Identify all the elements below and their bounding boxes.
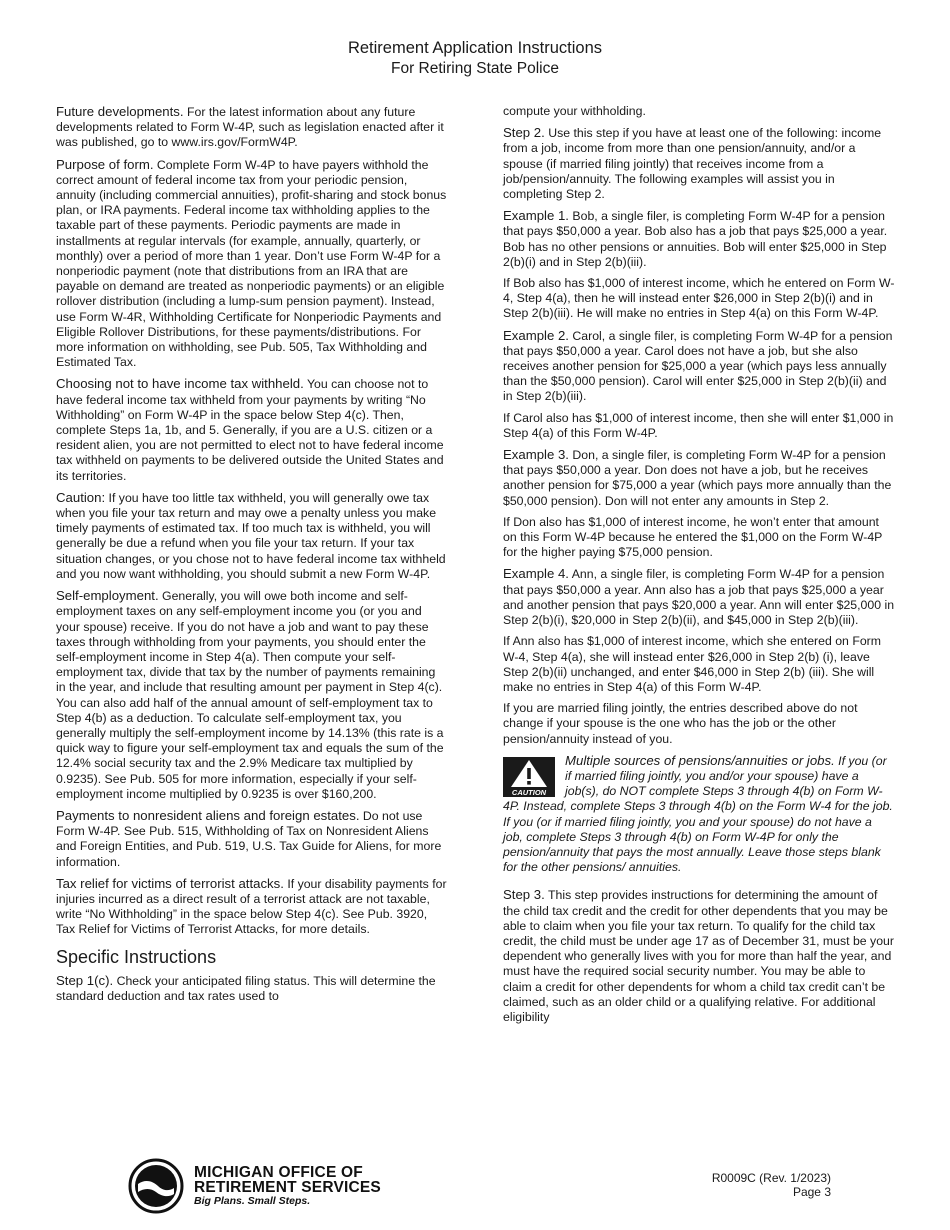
paragraph-purpose-of-form <box>56 157 448 371</box>
paragraph-lead: Caution: <box>56 489 106 505</box>
page-header <box>0 38 950 79</box>
paragraph-example-1 <box>503 208 895 270</box>
paragraph-self-employment <box>56 588 448 802</box>
page-title: Retirement Application Instructions <box>347 39 603 57</box>
paragraph-nonresident-aliens <box>56 808 448 870</box>
paragraph-choosing-no-withholding <box>56 376 448 483</box>
page-number: Page 3 <box>792 1185 831 1199</box>
paragraph-lead: Example 1. <box>503 208 569 224</box>
paragraph-text: Ann, a single filer, is completing Form W-4P for a pension that pays $50,000 a year. Ann also has a job that pays $25,000 a year and another pension that pays $20,000 a year. Ann will enter $25,000 in Step 2(b)(i), $20,000 in Step 2(b)(ii), and $45,000 in Step 2(b)(iii). <box>503 567 895 628</box>
paragraph-example-4 <box>503 566 895 628</box>
paragraph-text: Generally, you will owe both income and self-employment taxes on any self-employment income you (or you and your spouse) receive. If you do not have a job and want to pay these taxes through withholding from your payments, you should enter the self-employment income in Step 4(a). Then compute your self-employment tax, divide that tax by the number of payments remaining in the year, and include that resulting amount per payment in Step 4(c). You can also add half of the annual amount of self-employment tax to Step 4(b) as a deduction. To calculate self-employment tax, you generally multiply the self-employment income by 14.13% (this rate is a quick way to figure your self-employment tax and equals the sum of the 12.4% social security tax and the 2.9% Medicare tax multiplied by 0.9235). See Pub. 505 for more information, especially if your self-employment income multiplied by 0.9235 is over $160,200. <box>56 589 444 801</box>
paragraph-text: Use this step if you have at least one of the following: income from a job, income from more than one pension/annuity, and/or a spouse (if married filing jointly) that receives income from a job/pension/annuity. The following examples will assist you in completing Step 2. <box>503 126 882 202</box>
paragraph-lead: Example 2. <box>503 327 569 343</box>
paragraph-text: Do not use Form W-4P. See Pub. 515, Withholding of Tax on Nonresident Aliens and Foreign Entities, and Pub. 519, U.S. Tax Guide for Aliens, for more information. <box>56 808 442 869</box>
paragraph-continuation: compute your withholding. <box>503 104 646 118</box>
right-column <box>503 104 895 1031</box>
form-number: R0009C (Rev. 1/2023) <box>711 1171 831 1185</box>
left-column <box>56 104 448 1010</box>
paragraph-text: Bob, a single filer, is completing Form W-4P for a pension that pays $50,000 a year. Bob also has a job that pays $25,000 a year. Bob has no other pensions or annuities. Bob will enter $25,000 in Step 2(b)(i) and in Step 2(b)(iii). <box>503 209 888 269</box>
paragraph-caution <box>56 490 448 582</box>
paragraph-lead: Purpose of form. <box>56 156 154 172</box>
paragraph-lead: Tax relief for victims of terrorist attacks. <box>56 875 284 891</box>
paragraph-lead: Choosing not to have income tax withheld. <box>56 376 304 392</box>
paragraph-text: Check your anticipated filing status. This will determine the standard deduction and tax rates used to <box>56 973 436 1003</box>
logo-line-2: RETIREMENT SERVICES <box>194 1179 381 1196</box>
paragraph-lead: Step 3. <box>503 887 545 903</box>
ors-logo-text <box>194 1165 381 1208</box>
paragraph-step-2 <box>503 125 895 202</box>
paragraph-lead: Step 2. <box>503 125 545 141</box>
paragraph-example-2 <box>503 328 895 405</box>
paragraph-text: If you have too little tax withheld, you will generally owe tax when you file your tax return and may owe a penalty unless you make timely payments of estimated tax. If too much tax is withheld, you will generally be due a refund when you file your tax return. If your tax situation changes, or you chose not to have federal income tax withheld and you now want withholding, you should submit a new Form W-4P. <box>56 490 446 581</box>
caution-lead: Multiple sources of pensions/annuities or jobs. <box>565 752 835 768</box>
paragraph-lead: Self-employment. <box>56 588 159 604</box>
paragraph-married-filing-jointly: If you are married filing jointly, the entries described above do not change if your spouse is the one who has the job or the other pension/annuity instead of you. <box>503 701 858 746</box>
logo-tagline: Big Plans. Small Steps. <box>194 1195 311 1207</box>
paragraph-text: For the latest information about any future developments related to Form W-4P, such as legislation enacted after it was published, go to www.irs.gov/FormW4P. <box>56 105 444 150</box>
paragraph-text: Don, a single filer, is completing Form W-4P for a pension that pays $50,000 a year. Don does not have a job, but he receives another pension for $75,000 a year (which pays more annually than the $50,000 pension). Don will not enter any amounts in Step 2. <box>503 448 892 508</box>
paragraph-lead: Example 3. <box>503 447 569 463</box>
paragraph-lead: Example 4. <box>503 566 569 582</box>
paragraph-terrorist-attacks <box>56 876 448 938</box>
paragraph-example-4-interest: If Ann also has $1,000 of interest income, which she entered on Form W-4, Step 4(a), she will instead enter $26,000 in Step 2(b) (i), leave Step 2(b)(ii) unchanged, and enter $46,000 in Step 2(b) (iii). She will make no entries in Step 4(a) of this Form W-4P. <box>503 634 882 694</box>
paragraph-example-2-interest: If Carol also has $1,000 of interest income, then she will enter $1,000 in Step 4(a) of this Form W-4P. <box>503 410 894 440</box>
page-footer-info <box>712 1171 831 1199</box>
caution-box <box>503 753 895 876</box>
paragraph-example-3 <box>503 447 895 509</box>
paragraph-text: This step provides instructions for determining the amount of the child tax credit and the credit for other dependents that you may be able to claim when you file your tax return. To qualify for the child tax credit, the child must be under age 17 as of December 31, must be your dependent who generally lives with you for more than half the year, and must have the required social security number. You may be able to claim a credit for other dependents for whom a child tax credit can’t be claimed, such as an older child or a qualifying relative. For additional eligibility <box>503 888 894 1024</box>
section-heading-specific-instructions: Specific Instructions <box>56 946 217 967</box>
paragraph-step-3 <box>503 887 895 1025</box>
paragraph-future-developments <box>56 104 448 151</box>
caution-icon <box>503 757 555 797</box>
paragraph-step-1c <box>56 973 448 1004</box>
paragraph-example-1-interest: If Bob also has $1,000 of interest income, which he entered on Form W-4, Step 4(a), then he will instead enter $26,000 in Step 2(b)(i) and in Step 2(b)(iii). He will make no entries in Step 4(a) on this Form W-4P. <box>503 276 895 321</box>
caution-icon-label: CAUTION <box>511 787 547 797</box>
paragraph-text: Complete Form W-4P to have payers withhold the correct amount of federal income tax from your periodic pension, annuity (including commercial annuities), profit-sharing and stock bonus plan, or IRA payments. Federal income tax withholding applies to the taxable part of these payments. Periodic payments are made in installments at regular intervals (for example, annually, quarterly, or monthly) over a period of more than 1 year. Don’t use Form W-4P for a nonperiodic payment (note that distributions from an IRA that are payable on demand are treated as nonperiodic payments) or an eligible rollover distribution (including a lump-sum pension payment). Instead, use Form W-4R, Withholding Certificate for Nonperiodic Payments and Eligible Rollover Distributions, for these payments/distributions. For more information on withholding, see Pub. 505, Tax Withholding and Estimated Tax. <box>56 157 447 370</box>
paragraph-text: You can choose not to have federal income tax withheld from your payments by writing “No Withholding” on Form W-4P in the space below Step 4(c). Then, complete Steps 1a, 1b, and 5. Generally, if you are a U.S. citizen or a resident alien, you are not permitted to elect not to have federal income tax withheld on payments to be delivered outside the United States and its territories. <box>56 377 444 483</box>
paragraph-lead: Future developments. <box>56 104 184 119</box>
ors-logo-icon <box>128 1158 184 1214</box>
paragraph-example-3-interest: If Don also has $1,000 of interest income, he won’t enter that amount on this Form W-4P because he entered the $1,000 on the Form W-4P for the higher paying $75,000 pension. <box>503 514 883 560</box>
caution-text: If you (or if married filing jointly, you and/or your spouse) have a job(s), do NOT complete Steps 3 through 4(b) on Form W-4P. Instead, complete Steps 3 through 4(b) on the Form W-4 for the job. If you (or if married filing jointly, you and your spouse) do not have a job, complete Steps 3 through 4(b) on Form W-4P for only the pension/annuity that pays the most annually. Leave those steps blank for the other pensions/ annuities. <box>503 753 893 875</box>
paragraph-lead: Step 1(c). <box>56 972 114 988</box>
paragraph-text: If your disability payments for injuries incurred as a direct result of a terrorist attack are not taxable, write “No Withholding” in the space below Step 4(c). See Pub. 3920, Tax Relief for Victims of Terrorist Attacks, for more details. <box>56 876 447 937</box>
page-subtitle: For Retiring State Police <box>391 60 559 77</box>
logo-line-1: MICHIGAN OFFICE OF <box>194 1164 363 1181</box>
paragraph-text: Carol, a single filer, is completing Form W-4P for a pension that pays $50,000 a year. Carol does not have a job, but she also receives another pension for $25,000 a year (which pays less annually than the $50,000 pension). Carol will enter $25,000 in Step 2(b)(ii) and in Step 2(b)(iii). <box>503 328 893 404</box>
ors-logo <box>128 1158 408 1212</box>
paragraph-lead: Payments to nonresident aliens and foreign estates. <box>56 807 360 823</box>
